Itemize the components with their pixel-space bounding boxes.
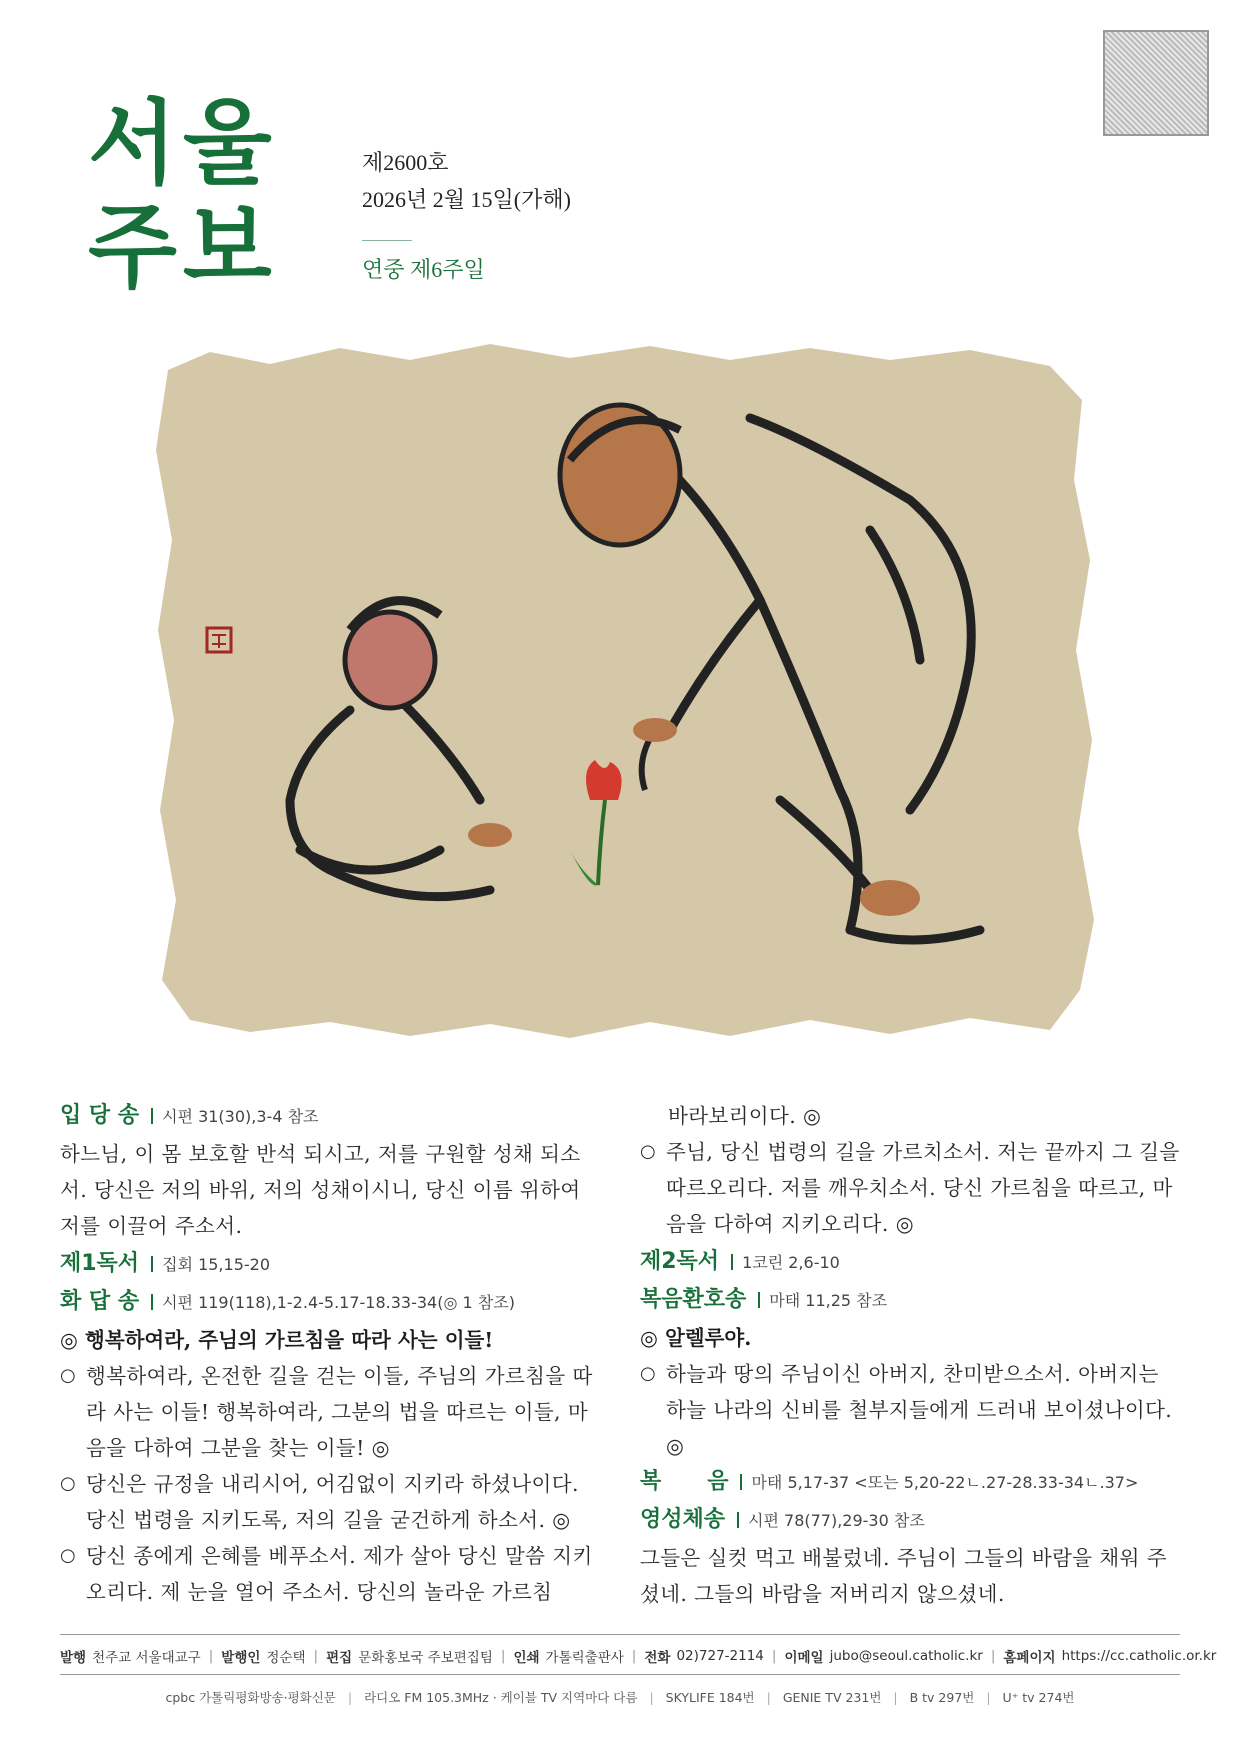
circle-bullet-icon: ○ [60,1365,77,1386]
divider-bar: | [771,1648,777,1664]
printer-label: 인쇄 [513,1650,540,1666]
second-reading-label: 제2독서 [640,1249,720,1274]
gospel-header [640,1464,1180,1502]
entrance-antiphon-text: 하느님, 이 몸 보호할 반석 되시고, 저를 구원할 성채 되소서. 당신은 저의 바위, 저의 성채이시니, 당신 이름 위하여 저를 이끌어 주소서. [60,1142,581,1238]
divider-bar [758,1292,760,1308]
masthead-line-2: 주보 [88,194,278,301]
acclamation-ref: 마태 11,25 참조 [769,1291,888,1310]
issue-info [362,148,571,285]
psalm-verse: ○ 행복하여라, 온전한 길을 걷는 이들, 주님의 가르침을 따라 사는 이들! 행복하여라, 그분의 법을 따르는 이들, 마음을 다하여 그분을 찾는 이들! ◎ [60,1358,600,1466]
psalm-ref: 시편 119(118),1-2.4-5.17-18.33-34(◎ 1 참조) [162,1293,515,1312]
issue-date: 2026년 2월 15일(가해) [362,187,571,212]
divider-bar: | [631,1648,637,1664]
divider-bar: | [990,1648,996,1664]
psalm-verse: ○ 주님, 당신 법령의 길을 가르치소서. 저는 끝까지 그 길을 따르오리다. 저를 깨우치소서. 당신 가르침을 따르고, 마음을 다하여 지키오리다. ◎ [640,1134,1180,1242]
circle-bullet-icon: ○ [60,1473,77,1494]
publication-info [60,1644,1217,1668]
broadcast-item: GENIE TV 231번 [782,1690,882,1705]
acclamation-verse: ○ 하늘과 땅의 주님이신 아버지, 찬미받으소서. 아버지는 하늘 나라의 신비를 철부지들에게 드러내 보이셨나이다. ◎ [640,1356,1180,1464]
homepage-link[interactable]: https://cc.catholic.or.kr [1061,1648,1217,1664]
first-reading-ref: 집회 15,15-20 [162,1255,271,1274]
second-reading-header [640,1244,1180,1282]
first-reading-header [60,1246,600,1284]
cover-illustration [150,330,1100,1050]
first-reading-label: 제1독서 [60,1251,140,1276]
psalm-verse-continued: 바라보리이다. ◎ [668,1104,822,1128]
footer-top-rule [60,1634,1180,1635]
liturgical-season: 연중 제6주일 [362,257,485,282]
issuer: 정순택 [266,1650,306,1666]
editor: 문화홍보국 주보편집팀 [358,1650,493,1666]
editor-label: 편집 [326,1650,353,1666]
readings-right-column [640,1098,1180,1612]
broadcast-item: B tv 297번 [909,1690,975,1705]
circle-bullet-icon: ○ [640,1363,657,1384]
publisher-label: 발행 [60,1650,87,1666]
psalm-verse: ○ 당신은 규정을 내리시어, 어김없이 지키라 하셨나이다. 당신 법령을 지키도록, 저의 길을 굳건하게 하소서. ◎ [60,1466,600,1538]
readings-left-column [60,1098,600,1610]
email-label: 이메일 [784,1650,824,1666]
divider-bar [731,1254,733,1270]
circle-bullet-icon: ○ [60,1545,77,1566]
divider-bar [151,1294,153,1310]
psalm-refrain: ◎ 행복하여라, 주님의 가르침을 따라 사는 이들! [60,1328,494,1352]
broadcast-item: SKYLIFE 184번 [665,1690,755,1705]
communion-label: 영성체송 [640,1507,726,1532]
acclamation-header [640,1282,1180,1320]
email-link[interactable]: jubo@seoul.catholic.kr [829,1648,983,1664]
qr-code-icon[interactable] [1103,30,1209,136]
divider-bar [737,1512,739,1528]
issue-number: 제2600호 [362,150,449,175]
entrance-antiphon-label: 입 당 송 [60,1103,140,1128]
communion-header [640,1502,1180,1540]
issue-divider [362,240,412,241]
issuer-label: 발행인 [221,1650,261,1666]
publisher: 천주교 서울대교구 [92,1650,201,1666]
divider-bar [740,1474,742,1490]
divider-bar: | [313,1648,319,1664]
broadcast-item: U⁺ tv 274번 [1002,1690,1075,1705]
gospel-label: 복 음 [640,1469,729,1494]
psalm-header [60,1284,600,1322]
entrance-antiphon-header [60,1098,600,1136]
circle-bullet-icon: ○ [640,1141,657,1162]
psalm-label: 화 답 송 [60,1289,140,1314]
footer-bottom-rule [60,1674,1180,1675]
divider-bar [151,1108,153,1124]
masthead-logo [88,92,298,300]
printer: 가톨릭출판사 [545,1650,624,1666]
communion-text: 그들은 실컷 먹고 배불렀네. 주님이 그들의 바람을 채워 주셨네. 그들의 바람을 저버리지 않으셨네. [640,1546,1167,1606]
masthead-line-1: 서울 [88,90,278,197]
divider-bar [151,1256,153,1272]
entrance-antiphon-ref: 시편 31(30),3-4 참조 [162,1107,319,1126]
divider-bar: | [500,1648,506,1664]
broadcast-item: 라디오 FM 105.3MHz · 케이블 TV 지역마다 다름 [364,1690,638,1705]
communion-ref: 시편 78(77),29-30 참조 [748,1511,925,1530]
second-reading-ref: 1코린 2,6-10 [742,1253,840,1272]
phone-label: 전화 [644,1650,671,1666]
divider-bar: | [208,1648,214,1664]
phone: 02)727-2114 [676,1648,764,1664]
gospel-ref: 마태 5,17-37 <또는 5,20-22ㄴ.27-28.33-34ㄴ.37> [751,1473,1139,1492]
broadcast-info: cpbc 가톨릭평화방송·평화신문 | 라디오 FM 105.3MHz · 케이블 TV 지역마다 다름 | SKYLIFE 184번 | GENIE TV 231번 | B tv 297번 | U⁺ tv 274번 [165,1690,1075,1705]
homepage-label: 홈페이지 [1003,1650,1056,1666]
broadcast-item: cpbc 가톨릭평화방송·평화신문 [165,1690,336,1705]
psalm-verse: ○ 당신 종에게 은혜를 베푸소서. 제가 살아 당신 말씀 지키오리다. 제 눈을 열어 주소서. 당신의 놀라운 가르침 [60,1538,600,1610]
acclamation-refrain: ◎ 알렐루야. [640,1326,752,1350]
acclamation-label: 복음환호송 [640,1287,747,1312]
